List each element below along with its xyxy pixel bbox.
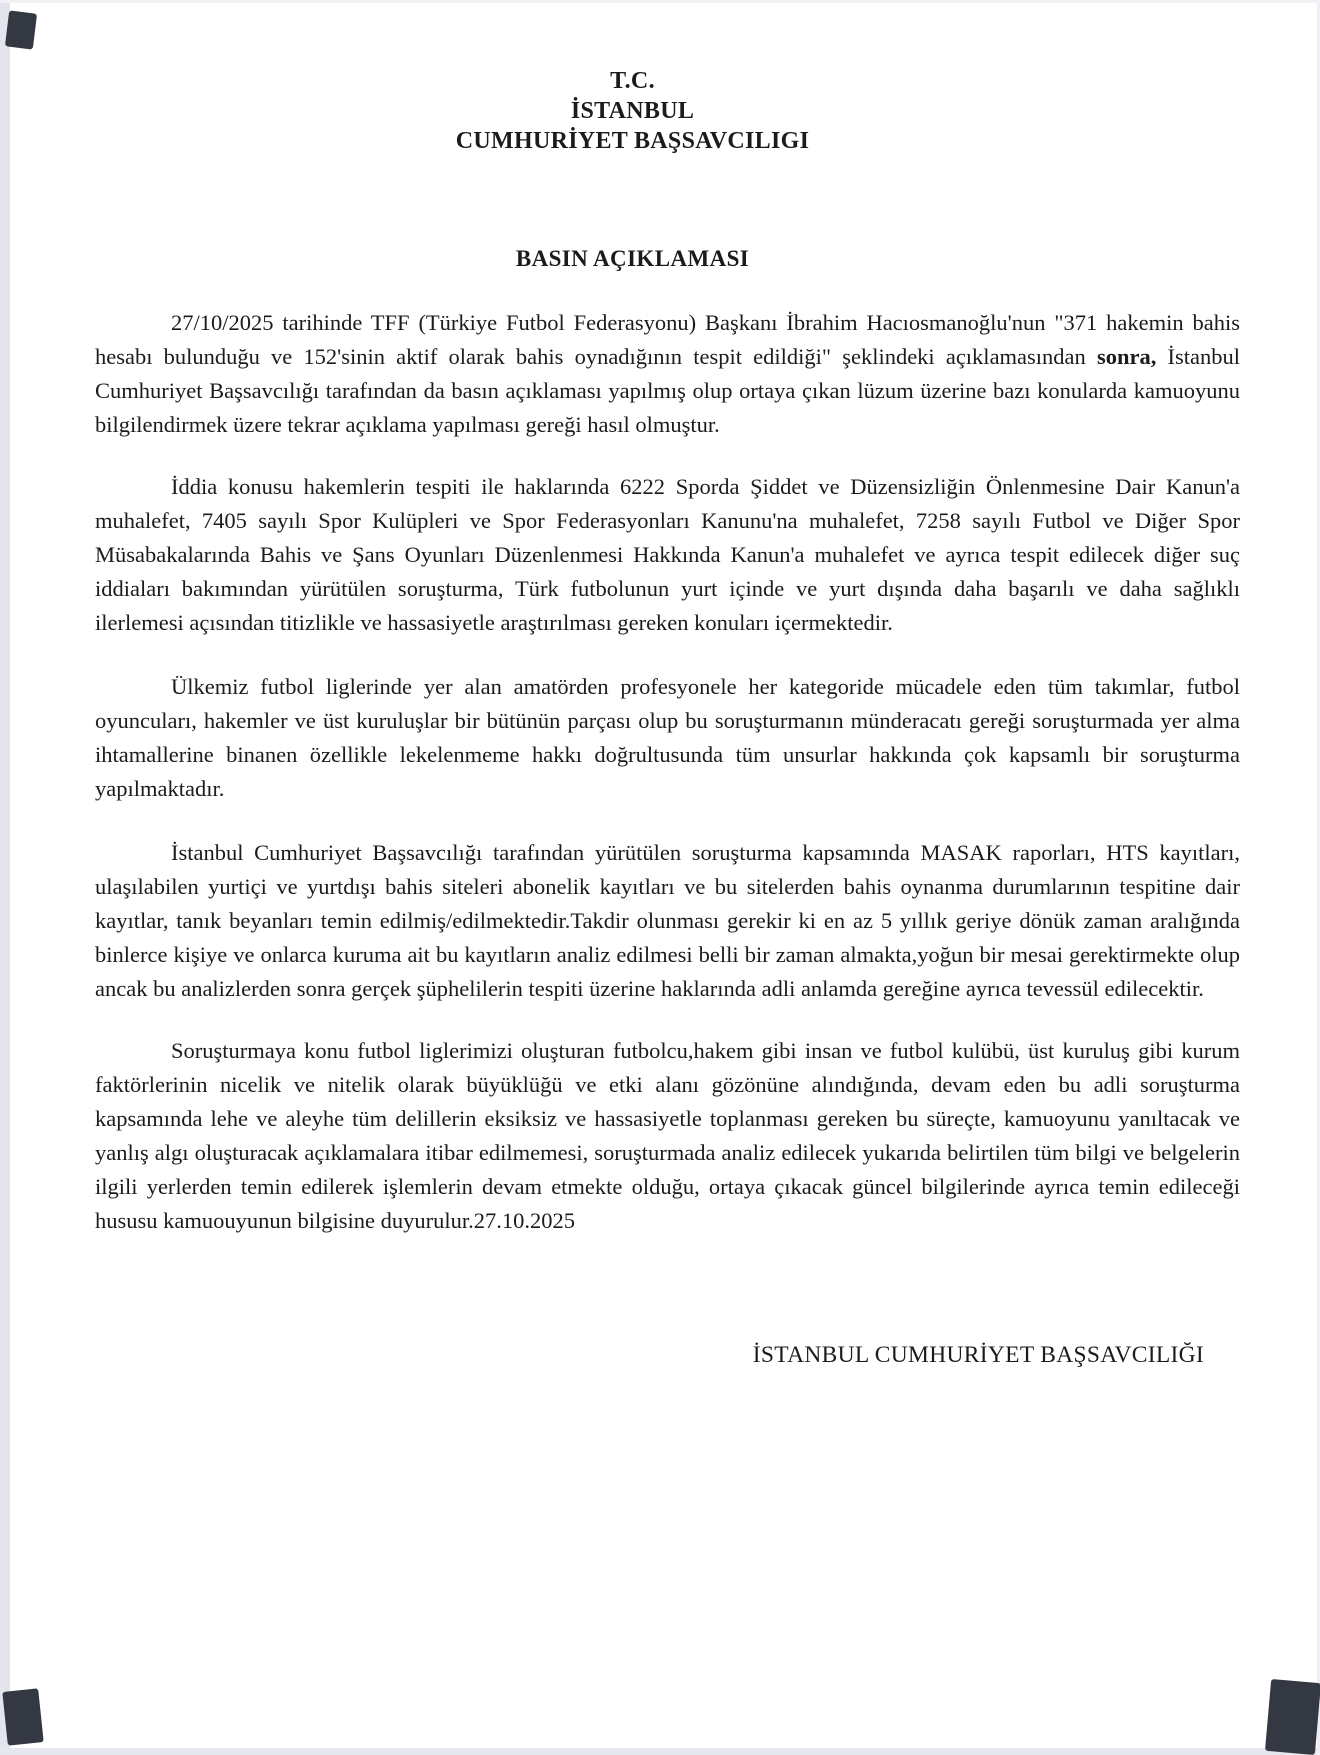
press-release-text (95, 306, 1240, 1238)
paragraph-1 (95, 306, 1240, 442)
paragraph-3: Ülkemiz futbol liglerinde yer alan amatörden profesyonele her kategoride mücadele eden tüm takımlar, futbol oyuncuları, hakemler ve üst kuruluşlar bir bütünün parçası olup bu soruşturmanın münderacatı gereği soruşturmada yer alma ihtamallerine binanen özellikle lekelenmeme hakkı doğrultusunda tüm unsurlar hakkında çok kapsamlı bir soruşturma yapılmaktadır. (95, 674, 1240, 801)
signature-line: İSTANBUL CUMHURİYET BAŞSAVCILIĞI (752, 1342, 1204, 1368)
paragraph-5: Soruşturmaya konu futbol liglerimizi oluşturan futbolcu,hakem gibi insan ve futbol kulübü, üst kuruluş gibi kurum faktörlerinin nicelik ve nitelik olarak büyüklüğü ve etki alanı gözönüne alındığında, devam eden bu adli soruşturma kapsamında lehe ve aleyhe tüm delillerin eksiksiz ve hassasiyetle toplanması gereken bu süreçte, kamuoyunu yanıltacak ve yanlış algı oluşturacak açıklamalara itibar edilmemesi, soruşturmada analiz edilecek yukarıda belirtilen tüm bilgi ve belgelerin ilgili yerlerden temin edilerek işlemlerin devam etmekte olduğu, ortaya çıkacak güncel bilgilerinde ayrıca temin edileceği hususu kamuouyunun bilgisine duyurulur.27.10.2025 (95, 1038, 1240, 1233)
paragraph-2: İddia konusu hakemlerin tespiti ile haklarında 6222 Sporda Şiddet ve Düzensizliğin Önlenmesine Dair Kanun'a muhalefet, 7405 sayılı Spor Kulüpleri ve Spor Federasyonları Kanunu'na muhalefet, 7258 sayılı Futbol ve Diğer Spor Müsabakalarında Bahis ve Şans Oyunları Düzenlenmesi Hakkında Kanun'a muhalefet ve ayrıca tespit edilecek diğer suç iddiaları bakımından yürütülen soruşturma, Türk futbolunun yurt içinde ve yurt dışında daha başarılı ve daha sağlıklı ilerlemesi açısından titizlikle ve hassasiyetle araştırılması gereken konuları içermektedir. (95, 474, 1240, 635)
photo-corner-artifact-bottom-right (1265, 1679, 1320, 1755)
scan-edge-left (0, 0, 10, 1755)
photo-corner-artifact-top-left (5, 10, 37, 49)
paragraph-1-bold-word: sonra, (1096, 344, 1157, 369)
letterhead-line-city: İSTANBUL (570, 98, 695, 124)
letterhead (95, 66, 1240, 156)
press-release-title: BASIN AÇIKLAMASI (515, 246, 750, 271)
paragraph-1-text-pre: 27/10/2025 tarihinde TFF (Türkiye Futbol Federasyonu) Başkanı İbrahim Hacıosmanoğlu'nun "371 hakemin bahis hesabı bulunduğu ve 152'sinin aktif olarak bahis oynadığının tespit edildiği" şeklindeki açıklamasından (95, 310, 1240, 369)
document-body (95, 0, 1240, 1369)
scan-edge-bottom (0, 1748, 1320, 1755)
paragraph-4: İstanbul Cumhuriyet Başsavcılığı tarafından yürütülen soruşturma kapsamında MASAK raporları, HTS kayıtları, ulaşılabilen yurtiçi ve yurtdışı bahis siteleri abonelik kayıtları ve bu sitelerden bahis oynanma durumlarının tespitine dair kayıtlar, tanık beyanları temin edilmiş/edilmektedir.Takdir olunması gerekir ki en az 5 yıllık geriye dönük zaman aralığında binlerce kişiye ve onlarca kuruma ait bu kayıtların analiz edilmesi belli bir zaman almakta,yoğun bir mesai gerektirmekte olup ancak bu analizlerden sonra gerçek şüphelilerin tespiti üzerine haklarında adli anlamda gereğine ayrıca tevessül edilecektir. (95, 840, 1240, 1001)
letterhead-line-office: CUMHURİYET BAŞSAVCILIGI (455, 128, 810, 154)
paragraph-1-text-post: İstanbul Cumhuriyet Başsavcılığı tarafından da basın açıklaması yapılmış olup ortaya çıkan lüzum üzerine bazı konularda kamuoyunu bilgilendirmek üzere tekrar açıklama yapılması gereği hasıl olmuştur. (95, 344, 1240, 437)
letterhead-line-tc: T.C. (610, 68, 655, 94)
photo-corner-artifact-bottom-left (2, 1688, 43, 1745)
